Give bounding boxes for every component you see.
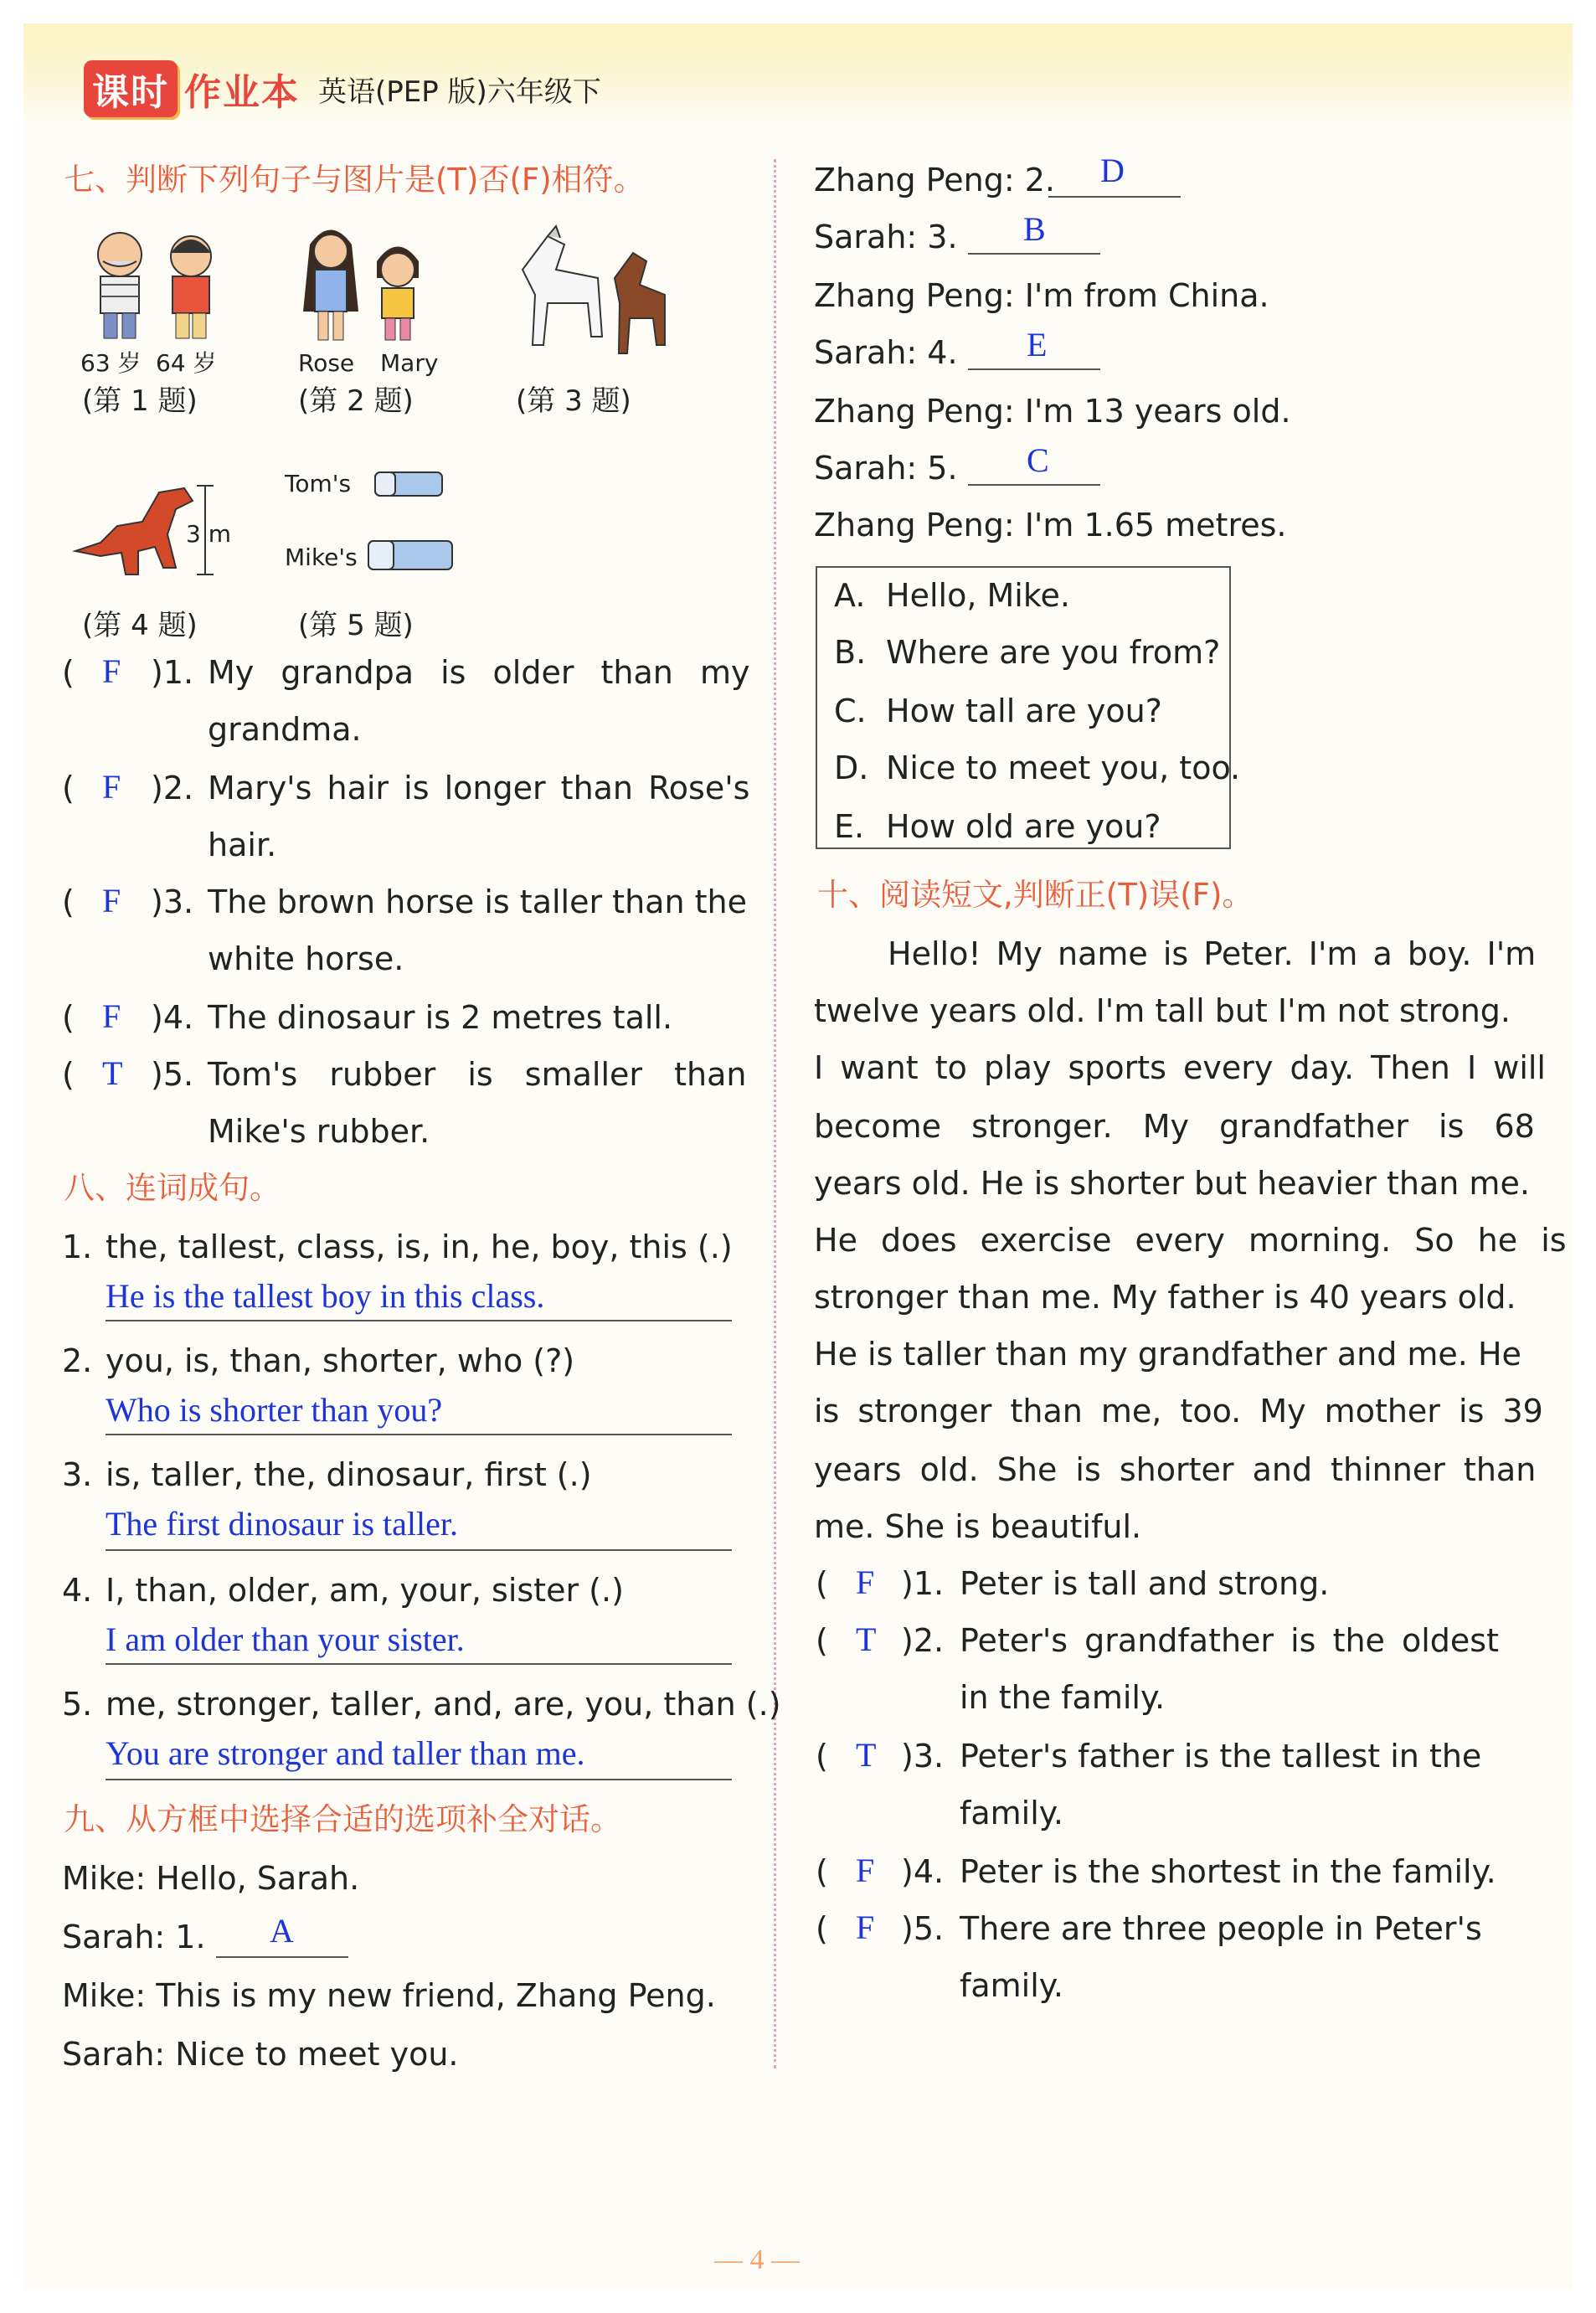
option-c-text: How tall are you? <box>886 693 1162 729</box>
sec10-item4-paren: ( <box>816 1853 828 1890</box>
logo <box>84 59 601 119</box>
sec8-item2-num: 2. <box>62 1342 93 1379</box>
sec10-item1-line1: Peter is tall and strong. <box>960 1565 1330 1602</box>
option-a-text: Hello, Mike. <box>886 577 1070 614</box>
dialog-left-line4: Sarah: Nice to meet you. <box>62 2036 459 2073</box>
dialog-right-line6: Sarah: 5. <box>814 450 958 487</box>
sec7-item5-answer: T <box>102 1054 123 1092</box>
sec8-item5-num: 5. <box>62 1686 93 1723</box>
sec7-item3-answer: F <box>102 882 121 920</box>
sec10-item5-paren: ( <box>816 1910 828 1947</box>
caption-q4: (第 4 题) <box>82 609 198 642</box>
age-label-1: 63 岁 <box>80 349 142 377</box>
horses-picture <box>497 219 673 370</box>
name-label-rose: Rose <box>298 349 355 377</box>
sec10-item3-line2: family. <box>960 1795 1063 1831</box>
dialog-right-answer2: D <box>1100 152 1125 189</box>
sec8-item4-num: 4. <box>62 1572 93 1609</box>
sec10-item2-num: )2. <box>901 1622 945 1659</box>
tom-rubber-picture <box>372 467 447 501</box>
dialog-right-answer5: C <box>1027 441 1049 479</box>
sec8-item4-answer: I am older than your sister. <box>106 1620 465 1658</box>
sec7-item3-paren: ( <box>62 883 75 920</box>
sec7-item3-num: )3. <box>151 883 194 920</box>
sec7-title: 七、判断下列句子与图片是(T)否(F)相符。 <box>64 162 645 198</box>
dialog-right-line2: Sarah: 3. <box>814 219 958 255</box>
option-b-letter: B. <box>834 634 867 671</box>
sec10-item5-line2: family. <box>960 1967 1063 2004</box>
option-b-text: Where are you from? <box>886 634 1221 671</box>
sec7-item2-paren: ( <box>62 770 75 806</box>
option-c-letter: C. <box>834 693 867 729</box>
sec10-item3-paren: ( <box>816 1738 828 1775</box>
dialog-right-line7: Zhang Peng: I'm 1.65 metres. <box>814 507 1287 543</box>
sec8-item3-answer: The first dinosaur is taller. <box>106 1505 459 1543</box>
option-e-text: How old are you? <box>886 808 1161 845</box>
sec7-item2-num: )2. <box>151 770 194 806</box>
option-d-text: Nice to meet you, too. <box>886 750 1241 786</box>
dialog-blank5-underline <box>968 484 1100 486</box>
option-e-letter: E. <box>834 808 865 845</box>
sec10-item2-line1: Peter's grandfather is the oldest <box>960 1622 1500 1659</box>
passage-line-11: me. She is beautiful. <box>814 1508 1142 1545</box>
age-label-2: 64 岁 <box>156 349 217 377</box>
sec7-item5-paren: ( <box>62 1056 75 1093</box>
sec7-item4-paren: ( <box>62 999 75 1036</box>
sec8-item2-underline <box>106 1434 732 1435</box>
book-subtitle: 英语(PEP 版)六年级下 <box>318 75 601 109</box>
sec8-item1-underline <box>106 1320 732 1321</box>
caption-q2: (第 2 题) <box>298 384 414 418</box>
page-number: — 4 — <box>714 2244 800 2275</box>
page-background <box>23 23 1573 2290</box>
dialog-left-line3: Mike: This is my new friend, Zhang Peng. <box>62 1977 716 2014</box>
passage-line-3: I want to play sports every day. Then I will <box>814 1049 1546 1086</box>
sec7-item4-line1: The dinosaur is 2 metres tall. <box>208 999 673 1036</box>
mike-rubber-picture <box>365 536 457 574</box>
sec7-item1-line1: My grandpa is older than my <box>208 654 750 691</box>
sec8-item3-underline <box>106 1549 732 1551</box>
dialog-left-line2: Sarah: 1. <box>62 1919 206 1955</box>
sec7-item2-answer: F <box>102 768 121 806</box>
sec7-item1-line2: grandma. <box>208 711 362 748</box>
sec7-item5-num: )5. <box>151 1056 194 1093</box>
dialog-blank2-underline <box>1048 196 1181 198</box>
dialog-right-line5: Zhang Peng: I'm 13 years old. <box>814 393 1291 430</box>
sec10-item5-num: )5. <box>901 1910 945 1947</box>
dialog-right-answer4: E <box>1027 326 1048 363</box>
sec7-item4-answer: F <box>102 997 121 1035</box>
sec8-item5-underline <box>106 1779 732 1780</box>
sec8-item1-words: the, tallest, class, is, in, he, boy, this (.) <box>106 1229 733 1265</box>
caption-q5: (第 5 题) <box>298 609 414 642</box>
sec10-item5-line1: There are three people in Peter's <box>960 1910 1482 1947</box>
sec10-item1-paren: ( <box>816 1565 828 1602</box>
passage-line-8: He is taller than my grandfather and me. He <box>814 1336 1521 1373</box>
sec8-item1-answer: He is the tallest boy in this class. <box>106 1277 545 1315</box>
caption-q1: (第 1 题) <box>82 384 198 418</box>
passage-line-9: is stronger than me, too. My mother is 39 <box>814 1393 1543 1430</box>
sec10-item4-line1: Peter is the shortest in the family. <box>960 1853 1496 1890</box>
logo-rest: 作业本 <box>184 71 300 114</box>
sec10-item4-num: )4. <box>901 1853 945 1890</box>
sec7-item5-line2: Mike's rubber. <box>208 1113 430 1150</box>
sec8-item4-words: I, than, older, am, your, sister (.) <box>106 1572 624 1609</box>
sec10-item5-answer: F <box>856 1909 875 1946</box>
logo-box: 课时 <box>84 60 178 117</box>
passage-line-6: He does exercise every morning. So he is <box>814 1222 1567 1259</box>
grandparents-picture <box>74 219 241 345</box>
dialog-blank3-underline <box>968 253 1100 255</box>
sec10-item2-line2: in the family. <box>960 1679 1166 1716</box>
sec7-item1-answer: F <box>102 652 121 690</box>
dialog-right-line3: Zhang Peng: I'm from China. <box>814 277 1269 314</box>
dialog-blank1-underline <box>216 1956 348 1958</box>
sec7-item3-line1: The brown horse is taller than the <box>208 883 747 920</box>
dinosaur-height-label: 3 m <box>186 520 231 548</box>
dialog-left-answer1: A <box>270 1912 294 1950</box>
sec8-item2-words: you, is, than, shorter, who (?) <box>106 1342 575 1379</box>
dialog-right-answer3: B <box>1023 210 1046 248</box>
dialog-right-line4: Sarah: 4. <box>814 334 958 371</box>
sec10-item3-answer: T <box>856 1736 877 1774</box>
sec9-title: 九、从方框中选择合适的选项补全对话。 <box>64 1801 621 1837</box>
passage-line-5: years old. He is shorter but heavier than me. <box>814 1165 1530 1202</box>
sec8-item5-words: me, stronger, taller, and, are, you, than (.) <box>106 1686 781 1723</box>
sec7-item5-line1: Tom's rubber is smaller than <box>208 1056 747 1093</box>
sec8-item1-num: 1. <box>62 1229 93 1265</box>
dialog-blank4-underline <box>968 368 1100 370</box>
option-a-letter: A. <box>834 577 866 614</box>
passage-line-2: twelve years old. I'm tall but I'm not strong. <box>814 992 1511 1029</box>
rose-mary-picture <box>293 219 444 345</box>
sec8-item3-words: is, taller, the, dinosaur, first (.) <box>106 1456 592 1493</box>
sec10-item4-answer: F <box>856 1852 875 1889</box>
passage-line-10: years old. She is shorter and thinner than <box>814 1451 1537 1488</box>
sec8-item2-answer: Who is shorter than you? <box>106 1391 443 1429</box>
sec10-item1-answer: F <box>856 1563 875 1601</box>
sec8-item5-answer: You are stronger and taller than me. <box>106 1734 585 1772</box>
sec8-item4-underline <box>106 1663 732 1665</box>
sec10-item3-num: )3. <box>901 1738 945 1775</box>
passage-line-7: stronger than me. My father is 40 years old. <box>814 1279 1516 1316</box>
sec10-item1-num: )1. <box>901 1565 945 1602</box>
sec10-item2-answer: T <box>856 1620 877 1658</box>
option-d-letter: D. <box>834 750 869 786</box>
passage-line-1: Hello! My name is Peter. I'm a boy. I'm <box>888 935 1537 972</box>
rubber-label-tom: Tom's <box>285 470 352 497</box>
sec8-item3-num: 3. <box>62 1456 93 1493</box>
rubber-label-mike: Mike's <box>285 543 358 571</box>
sec10-item3-line1: Peter's father is the tallest in the <box>960 1738 1482 1775</box>
sec7-item3-line2: white horse. <box>208 940 404 977</box>
name-label-mary: Mary <box>380 349 439 377</box>
sec7-item1-paren: ( <box>62 654 75 691</box>
dialog-right-line1: Zhang Peng: 2. <box>814 162 1055 198</box>
sec10-title: 十、阅读短文,判断正(T)误(F)。 <box>817 877 1254 913</box>
sec7-item2-line1: Mary's hair is longer than Rose's <box>208 770 750 806</box>
column-divider <box>774 159 776 2068</box>
sec10-item2-paren: ( <box>816 1622 828 1659</box>
dialog-left-line1: Mike: Hello, Sarah. <box>62 1860 360 1897</box>
passage-line-4: become stronger. My grandfather is 68 <box>814 1108 1535 1145</box>
sec7-item4-num: )4. <box>151 999 194 1036</box>
sec7-item1-num: )1. <box>151 654 194 691</box>
sec7-item2-line2: hair. <box>208 827 277 863</box>
sec8-title: 八、连词成句。 <box>64 1170 281 1206</box>
caption-q3: (第 3 题) <box>516 384 631 418</box>
